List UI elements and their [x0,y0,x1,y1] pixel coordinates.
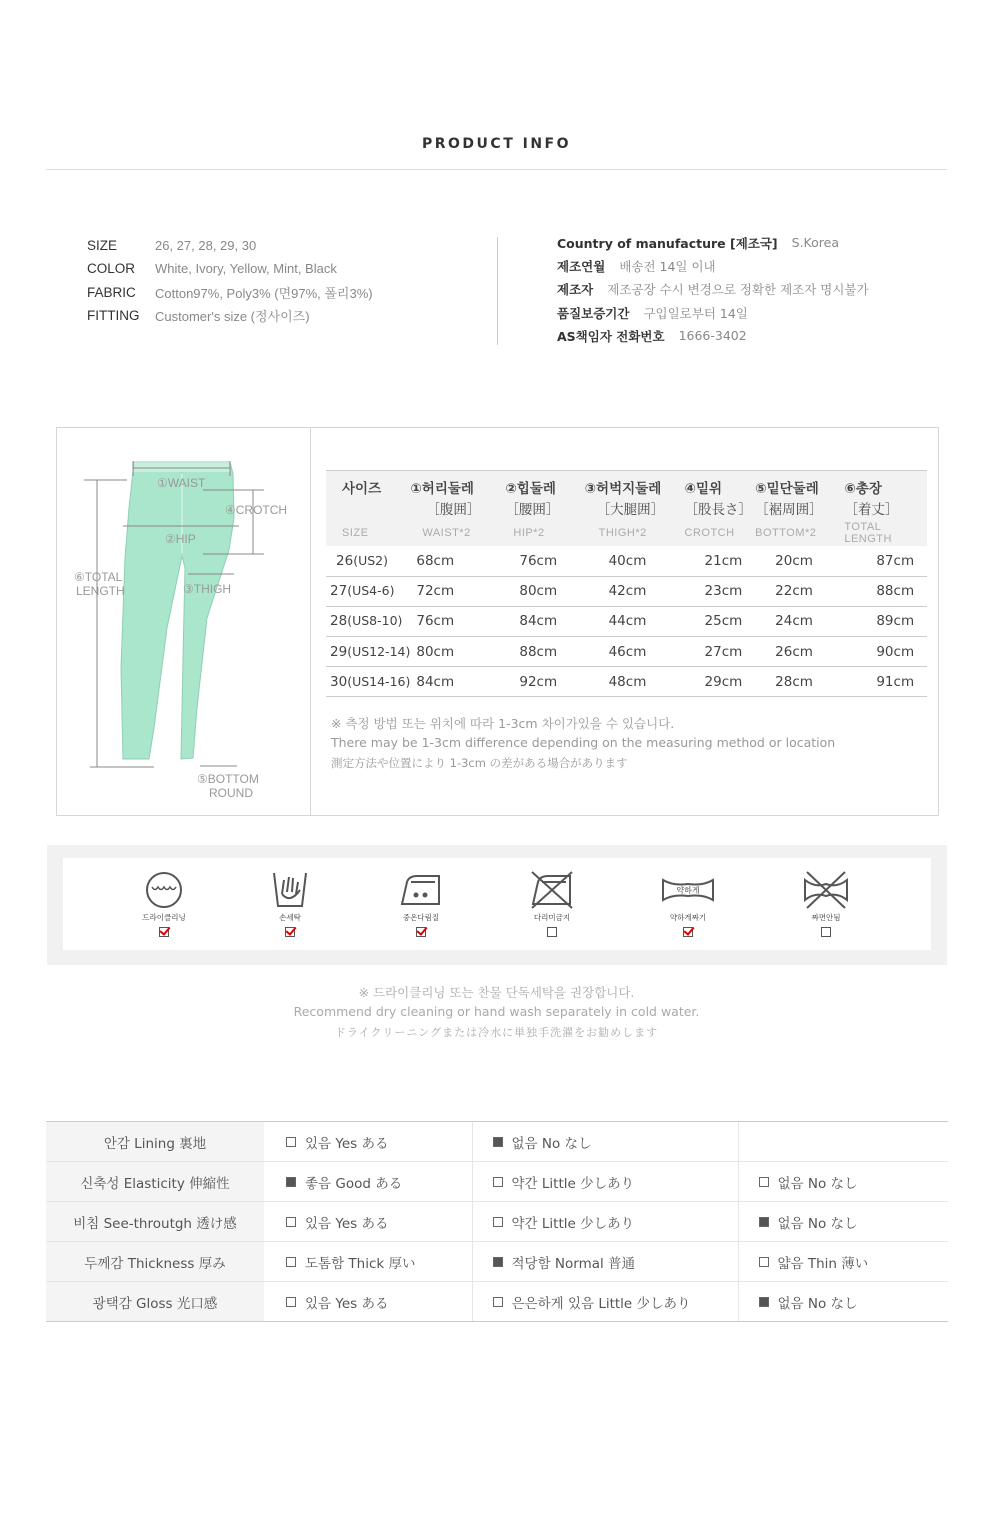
size-cell-total: 91cm [844,667,927,697]
bottom-round-label: ⑤BOTTOM [197,772,259,786]
size-cell-crotch: 27cm [685,637,756,667]
info-label: Country of manufacture [제조국] [557,235,778,251]
care-label: 짜면안됨 [811,913,841,922]
manufacture-country [557,231,869,254]
col-header: ［着丈］ [844,497,927,519]
property-name: 비침 See-throutgh 透け感 [46,1202,264,1242]
checked-checkbox[interactable] [493,1257,503,1267]
care-label: 약하게짜기 [669,913,707,922]
page-title: PRODUCT INFO [421,136,572,152]
spec-value: Cotton97%, Poly3% (면97%, 폴리3%) [155,285,373,301]
bottom-round-label-2: ROUND [209,786,253,800]
col-header: ［裾周囲］ [755,497,844,519]
col-header [326,497,410,519]
unchecked-checkbox[interactable] [759,1177,769,1187]
as-phone [557,324,869,347]
info-value: 구입일로부터 14일 [643,305,748,321]
size-cell-bottom: 20cm [755,546,844,576]
size-cell-bottom: 28cm [755,667,844,697]
property-option[interactable] [286,1132,388,1152]
property-option-cell [472,1162,738,1202]
property-row [46,1122,948,1162]
no-iron-icon [530,870,574,910]
size-cell-total: 88cm [844,576,927,606]
size-cell-bottom: 26cm [755,637,844,667]
unchecked-checkbox[interactable] [759,1257,769,1267]
total-length-label: ⑥TOTAL [74,570,123,584]
wring-text: 약하게 [676,886,700,895]
spec-color [87,257,373,280]
option-label: 없음 No なし [511,1135,592,1152]
size-cell-bottom: 22cm [755,576,844,606]
size-cell-waist: 84cm [410,667,505,697]
col-header: THIGH*2 [585,519,685,546]
fabric-properties-table [46,1121,948,1322]
property-option[interactable] [759,1212,858,1232]
spec-value: 26, 27, 28, 29, 30 [155,238,257,254]
option-label: 좋음 Good ある [305,1175,403,1192]
property-row [46,1282,948,1322]
unchecked-checkbox[interactable] [286,1217,296,1227]
col-header: ［股長さ］ [685,497,756,519]
col-header: ［腰囲］ [505,497,584,519]
property-option-cell [738,1242,948,1282]
us-size: (US12-14) [347,643,411,659]
size-cell-crotch: 23cm [685,576,756,606]
care-gentle-wring [648,870,728,937]
option-label: 얇음 Thin 薄い [777,1255,869,1272]
measurement-diagram [57,428,310,815]
info-value: 1666-3402 [678,328,747,344]
unchecked-checkbox[interactable] [286,1257,296,1267]
size-cell-size [326,546,410,576]
crotch-label: ④CROTCH [225,503,288,517]
size-cell-waist: 72cm [410,576,505,606]
thigh-label: ③THIGH [183,582,232,596]
size-cell-size [326,637,410,667]
checked-checkbox[interactable] [759,1217,769,1227]
measure-note-jp: 測定方法や位置により 1-3cm の差がある場合があります [331,756,628,770]
col-header: ［腹囲］ [410,497,505,519]
size-cell-size [326,576,410,606]
care-iron-medium [381,870,461,937]
size-value: 27 [330,583,348,600]
spec-value: Customer's size (정사이즈) [155,309,310,325]
col-header: ［大腿囲］ [585,497,685,519]
option-label: 없음 No なし [777,1295,858,1312]
product-specs [87,234,373,327]
checked-checkbox[interactable] [286,1177,296,1187]
spec-fabric [87,281,373,304]
col-header: ⑤밑단둘레 [755,471,844,498]
waist-label: ①WAIST [157,476,206,490]
option-label: 약간 Little 少しあり [511,1175,635,1192]
property-option-cell [738,1122,948,1162]
size-row [326,667,927,697]
unchecked-checkbox[interactable] [493,1217,503,1227]
option-label: 약간 Little 少しあり [511,1215,635,1232]
care-label: 중온다림질 [402,913,440,922]
title-divider [46,169,947,170]
care-label: 손세탁 [279,913,301,922]
size-value: 28 [330,613,348,630]
unchecked-checkbox[interactable] [493,1177,503,1187]
property-option-cell [472,1202,738,1242]
option-label: 적당함 Normal 普通 [511,1255,636,1272]
col-header: 사이즈 [326,471,410,498]
info-divider [497,237,498,345]
spec-label: FITTING [87,308,140,324]
property-name: 신축성 Elasticity 伸縮性 [46,1162,264,1202]
pants-illustration [121,462,234,759]
property-option-cell [264,1162,472,1202]
dry-clean-icon [144,870,184,910]
unchecked-checkbox[interactable] [286,1297,296,1307]
size-cell-thigh: 42cm [585,576,685,606]
size-cell-hip: 84cm [505,606,584,636]
size-cell-hip: 76cm [505,546,584,576]
property-option-cell [264,1282,472,1322]
property-option[interactable] [759,1292,858,1312]
col-header: SIZE [326,519,410,546]
col-header: WAIST*2 [410,519,505,546]
size-panel-divider [310,428,311,815]
property-option[interactable] [286,1212,388,1232]
info-label: 제조자 [557,282,594,298]
size-cell-waist: 68cm [410,546,505,576]
col-header: ③허벅지둘레 [585,471,685,498]
size-cell-size [326,667,410,697]
hip-label: ②HIP [165,532,196,546]
size-cell-crotch: 25cm [685,606,756,636]
size-cell-thigh: 46cm [585,637,685,667]
spec-label: COLOR [87,261,136,277]
spec-label: SIZE [87,238,118,254]
unchecked-checkbox[interactable] [493,1297,503,1307]
measure-note-ko: ※ 측정 방법 또는 위치에 따라 1-3cm 차이가있을 수 있습니다. [331,716,675,731]
size-cell-crotch: 21cm [685,546,756,576]
property-option[interactable] [493,1212,635,1232]
property-option[interactable] [286,1252,416,1272]
size-cell-waist: 76cm [410,606,505,636]
care-checkbox[interactable] [285,927,295,937]
size-table-header-ko [326,471,927,498]
col-header: ②힙둘레 [505,471,584,498]
property-name: 안감 Lining 裏地 [46,1122,264,1162]
size-value: 29 [330,643,348,660]
col-header: ⑥총장 [844,471,927,498]
us-size: (US4-6) [347,583,395,599]
us-size: (US8-10) [347,613,403,629]
size-cell-hip: 88cm [505,637,584,667]
care-checkbox[interactable] [547,927,557,937]
info-value: S.Korea [791,235,839,251]
size-cell-bottom: 24cm [755,606,844,636]
property-row [46,1202,948,1242]
size-value: 30 [330,673,348,690]
property-name: 광택감 Gloss 光口感 [46,1282,264,1322]
unchecked-checkbox[interactable] [286,1137,296,1147]
care-hand-wash [250,870,330,937]
property-option-cell [264,1122,472,1162]
care-checkbox[interactable] [821,927,831,937]
property-option[interactable] [286,1172,402,1192]
size-table-header-en [326,519,927,546]
col-header: ④밑위 [685,471,756,498]
size-cell-total: 87cm [844,546,927,576]
care-checkbox[interactable] [159,927,169,937]
size-cell-waist: 80cm [410,637,505,667]
spec-fitting [87,304,373,327]
care-no-wring [786,870,866,937]
option-label: 없음 No なし [777,1175,858,1192]
property-row [46,1162,948,1202]
gentle-wring-icon [659,870,717,910]
size-table-header-jp [326,497,927,519]
manufacturer-info [557,231,869,347]
care-note-en: Recommend dry cleaning or hand wash separately in cold water. [293,1004,700,1019]
option-label: 있음 Yes ある [305,1215,389,1232]
care-note-jp: ドライクリーニングまたは冷水に単独手洗濯をお勧めします [334,1026,659,1039]
size-cell-hip: 80cm [505,576,584,606]
property-option-cell [738,1162,948,1202]
property-name: 두께감 Thickness 厚み [46,1242,264,1282]
property-option-cell [738,1282,948,1322]
spec-size [87,234,373,257]
size-cell-crotch: 29cm [685,667,756,697]
option-label: 있음 Yes ある [305,1135,389,1152]
property-option[interactable] [759,1172,858,1192]
property-row [46,1242,948,1282]
care-panel-inner [63,858,931,950]
property-option[interactable] [493,1172,635,1192]
size-cell-size [326,606,410,636]
col-header: HIP*2 [505,519,584,546]
care-checkbox[interactable] [416,927,426,937]
info-value: 제조공장 수시 변경으로 정확한 제조자 명시불가 [607,282,869,298]
property-option[interactable] [493,1132,592,1152]
info-value: 배송전 14일 이내 [619,258,716,274]
size-cell-thigh: 40cm [585,546,685,576]
size-cell-thigh: 48cm [585,667,685,697]
property-option-cell [472,1282,738,1322]
size-cell-hip: 92cm [505,667,584,697]
option-label: 은은하게 있음 Little 少しあり [511,1295,691,1312]
info-label: 품질보증기간 [557,305,630,321]
iron-medium-icon [399,870,443,910]
property-option-cell [264,1242,472,1282]
manufacturer [557,278,869,301]
us-size: (US2) [353,552,388,568]
property-option-cell [738,1202,948,1242]
option-label: 도톰함 Thick 厚い [305,1255,416,1272]
option-label: 있음 Yes ある [305,1295,389,1312]
size-cell-total: 90cm [844,637,927,667]
info-label: 제조연월 [557,258,606,274]
size-row [326,546,927,576]
size-table [326,470,927,697]
property-option-cell [472,1242,738,1282]
care-label: 드라이클리닝 [142,913,186,922]
checked-checkbox[interactable] [759,1297,769,1307]
care-checkbox[interactable] [683,927,693,937]
care-no-iron [512,870,592,937]
manufacture-date [557,254,869,277]
size-value: 26 [336,552,354,569]
size-row [326,637,927,667]
property-option-cell [264,1202,472,1242]
property-option[interactable] [759,1252,869,1272]
size-row [326,576,927,606]
property-option[interactable] [493,1292,691,1312]
property-option-cell [472,1122,738,1162]
us-size: (US14-16) [347,673,411,689]
col-header: ①허리둘레 [410,471,505,498]
care-note-ko: ※ 드라이클리닝 또는 찬물 단독세탁을 권장합니다. [358,985,635,1000]
property-option[interactable] [286,1292,388,1312]
option-label: 없음 No なし [777,1215,858,1232]
property-option[interactable] [493,1252,636,1272]
warranty-period [557,301,869,324]
spec-label: FABRIC [87,284,136,300]
hand-wash-icon [270,870,310,910]
no-wring-icon [801,870,851,910]
size-cell-total: 89cm [844,606,927,636]
size-cell-thigh: 44cm [585,606,685,636]
col-header: BOTTOM*2 [755,519,844,546]
col-header: TOTAL LENGTH [844,519,927,546]
checked-checkbox[interactable] [493,1137,503,1147]
total-length-label-2: LENGTH [76,584,125,598]
measure-note-en: There may be 1-3cm difference depending on the measuring method or location [331,735,836,750]
size-row [326,606,927,636]
care-label: 다리미금지 [533,913,571,922]
care-dry-clean [124,870,204,937]
spec-value: White, Ivory, Yellow, Mint, Black [155,261,337,277]
col-header: CROTCH [685,519,756,546]
info-label: AS책임자 전화번호 [557,328,665,344]
